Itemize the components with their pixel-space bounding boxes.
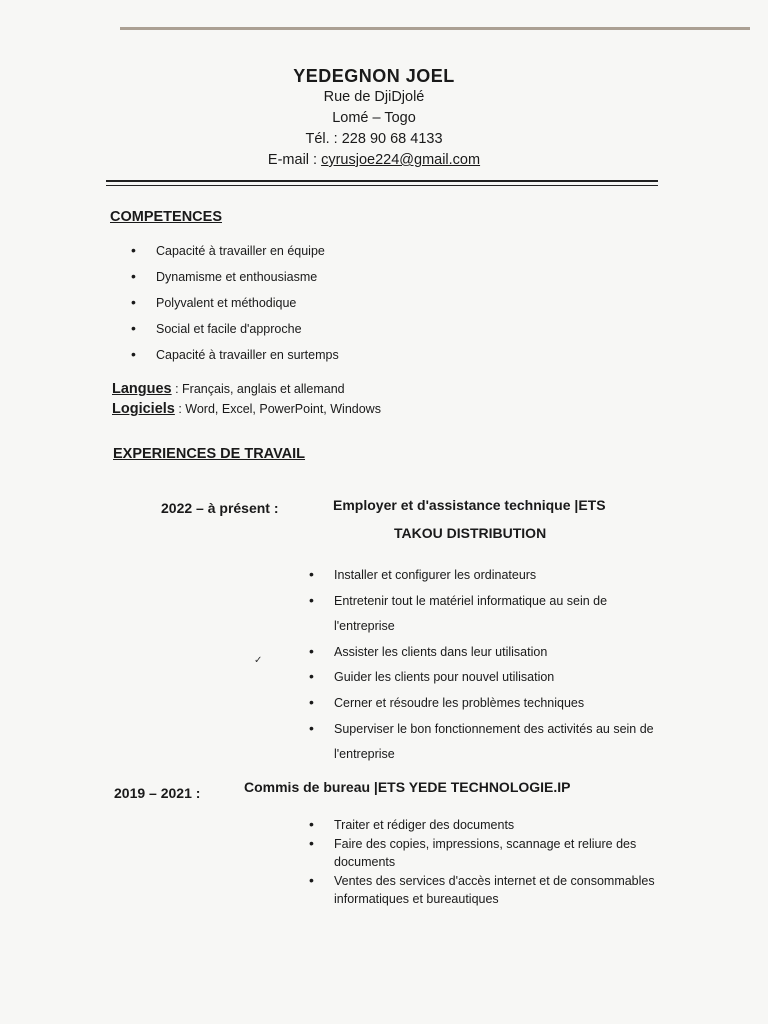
software-line: [112, 401, 381, 417]
job-1-title-line-1: Employer et d'assistance technique |ETS: [333, 497, 606, 513]
job-task: • Guider les clients pour nouvel utilisation: [309, 665, 669, 691]
header-divider-thin: [106, 185, 658, 186]
address-street: Rue de DjiDjolé: [323, 89, 425, 105]
scan-mark: ✓: [254, 655, 263, 666]
job-task: • Ventes des services d'accès internet et de consommables informatiques et bureautiques: [309, 872, 659, 909]
job-1-title-line-2: TAKOU DISTRIBUTION: [394, 525, 547, 541]
software-value: : Word, Excel, PowerPoint, Windows: [174, 402, 381, 416]
languages-value: : Français, anglais et allemand: [171, 382, 345, 396]
email-label: E-mail :: [267, 152, 322, 168]
job-1-date: 2022 – à présent :: [161, 500, 279, 516]
languages-line: [112, 381, 345, 397]
competences-list: [131, 242, 339, 372]
job-2-title: Commis de bureau |ETS YEDE TECHNOLOGIE.IP: [244, 779, 571, 795]
address-city: Lomé – Togo: [332, 110, 416, 126]
experience-heading: EXPERIENCES DE TRAVAIL: [113, 446, 306, 462]
header-divider-thick: [106, 180, 658, 182]
competence-item: • Dynamisme et enthousiasme: [131, 268, 339, 294]
competence-item: • Capacité à travailler en équipe: [131, 242, 339, 268]
job-2-tasks: [309, 816, 659, 909]
cv-header: [0, 66, 768, 171]
job-task: • Assister les clients dans leur utilisation: [309, 640, 669, 666]
job-task: • Entretenir tout le matériel informatique au sein de l'entreprise: [309, 589, 669, 640]
job-task: • Installer et configurer les ordinateurs: [309, 563, 669, 589]
competence-item: • Social et facile d'approche: [131, 320, 339, 346]
job-task: • Superviser le bon fonctionnement des activités au sein de l'entreprise: [309, 717, 669, 768]
job-task: • Faire des copies, impressions, scannage et reliure des documents: [309, 835, 659, 872]
languages-label: Langues: [112, 381, 172, 397]
job-1-tasks: [309, 563, 669, 768]
email-line: [0, 150, 768, 171]
job-task: • Traiter et rédiger des documents: [309, 816, 659, 835]
candidate-name: YEDEGNON JOEL: [293, 66, 455, 86]
competences-heading: COMPETENCES: [110, 209, 222, 225]
page-top-edge: [120, 27, 750, 30]
job-task: • Cerner et résoudre les problèmes techniques: [309, 691, 669, 717]
competence-item: • Capacité à travailler en surtemps: [131, 346, 339, 372]
email-link[interactable]: cyrusjoe224@gmail.com: [321, 152, 481, 168]
competence-item: • Polyvalent et méthodique: [131, 294, 339, 320]
job-2-date: 2019 – 2021 :: [114, 785, 201, 801]
software-label: Logiciels: [112, 401, 175, 417]
phone-number: Tél. : 228 90 68 4133: [305, 131, 443, 147]
